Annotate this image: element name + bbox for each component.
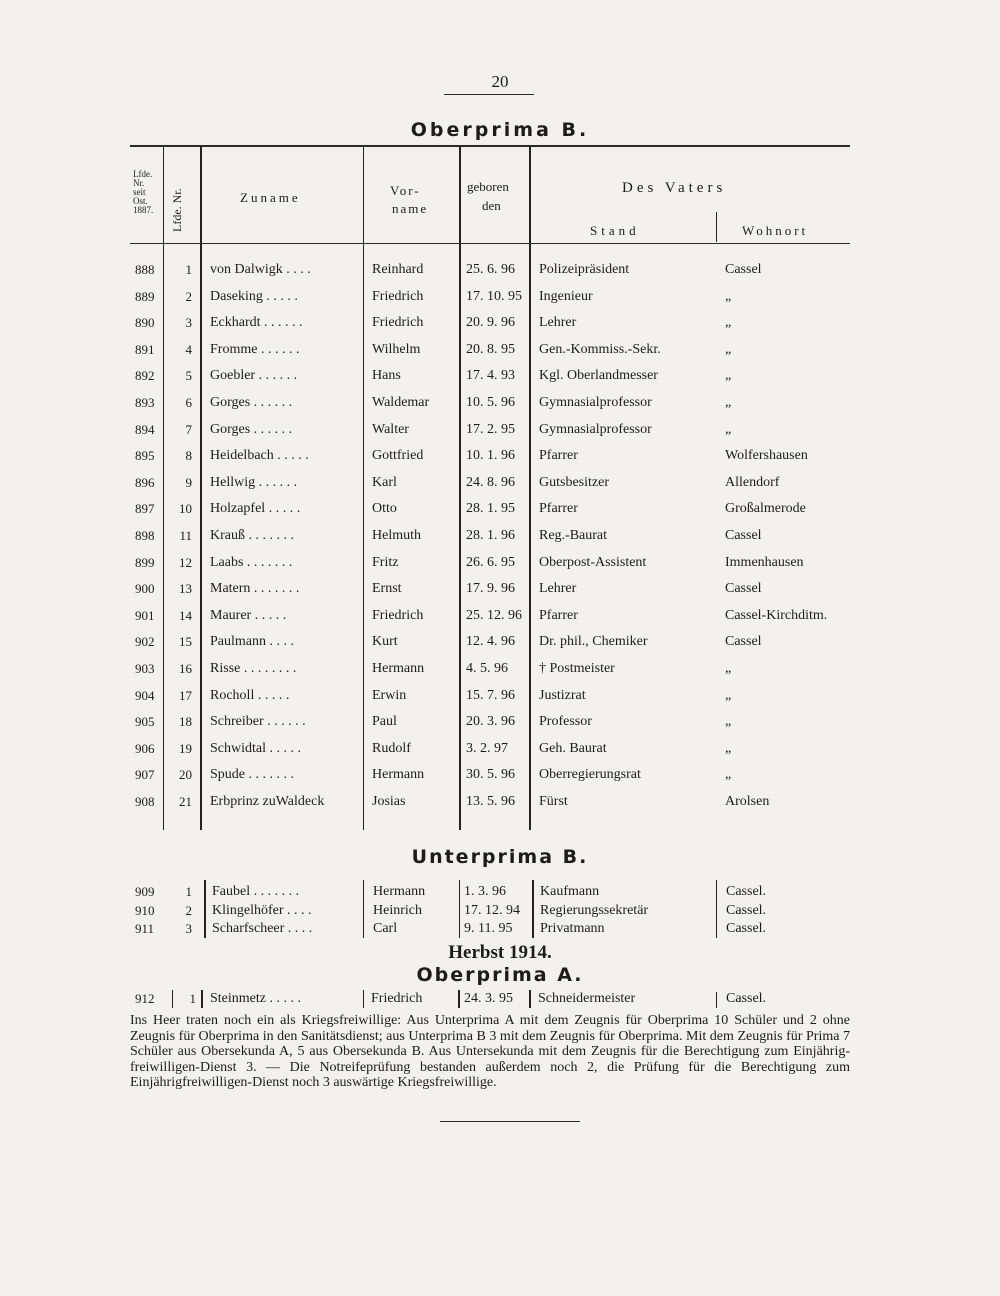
cell-geboren: 20. 8. 95 bbox=[466, 341, 515, 357]
cell-lfd: 1 bbox=[189, 991, 196, 1006]
bottom-rule bbox=[440, 1121, 580, 1122]
cell-zuname: Gorges . . . . . . bbox=[210, 421, 293, 437]
cell-geboren: 3. 2. 97 bbox=[466, 740, 508, 756]
cell-stand: Pfarrer bbox=[539, 607, 578, 623]
cell-zuname: Gorges . . . . . . bbox=[210, 395, 293, 410]
cell-stand: † Postmeister bbox=[539, 661, 615, 676]
cell-geboren: 15. 7. 96 bbox=[466, 687, 515, 703]
header-stand: Stand bbox=[590, 223, 640, 238]
cell-vorname: Kurt bbox=[372, 634, 398, 650]
cell-zuname: Laabs . . . . . . . bbox=[210, 554, 293, 570]
cell-lfd: 13 bbox=[179, 581, 192, 597]
cell-vorname: Hermann bbox=[372, 661, 425, 676]
cell-vorname: Friedrich bbox=[372, 607, 424, 623]
header-des-vaters: Des Vaters bbox=[622, 180, 727, 196]
cell-vorname: Hermann bbox=[373, 884, 426, 899]
cell-wohnort: Cassel bbox=[725, 581, 762, 597]
cell-zuname: Krauß . . . . . . . bbox=[210, 528, 294, 543]
cell-wohnort: Cassel. bbox=[726, 991, 767, 1006]
header-lfde-nr: Lfde. Nr. bbox=[170, 188, 184, 232]
cell-geboren: 17. 4. 93 bbox=[466, 368, 515, 384]
cell-geboren: 26. 6. 95 bbox=[466, 554, 515, 570]
cell-vorname: Fritz bbox=[372, 554, 399, 570]
cell-zuname: Rocholl . . . . . bbox=[210, 687, 290, 703]
cell-wohnort: „ bbox=[725, 740, 732, 756]
note-paragraph: Ins Heer traten noch ein als Kriegsfreiwillige: Aus Unterprima A mit dem Zeugnis für Oberprima 10 Schüler und 2 ohne Zeugnis für Oberprima in den Sanitätsdienst; aus Unterprima B 3 mit dem Zeugnis für Oberprima. Mit dem Zeugnis für Prima 7 Schüler aus Obersekunda A, 5 aus Obersekunda B. Aus Untersekunda mit dem Zeugnis für die Berechtigung zum Einjährig-freiwilligen-Dienst 3. — Die Notreifeprüfung bestanden außerdem noch 2, die Prüfung für die Berechtigung zum Einjährigfreiwilligen-Dienst noch 3 auswärtige Kriegsfreiwillige. bbox=[130, 1013, 850, 1090]
cell-lfd: 14 bbox=[179, 607, 192, 623]
cell-vorname: Walter bbox=[372, 421, 409, 437]
cell-zuname: Eckhardt . . . . . . bbox=[210, 315, 303, 331]
cell-stand: Kgl. Oberlandmesser bbox=[539, 368, 658, 384]
cell-zuname: Spude . . . . . . . bbox=[210, 767, 294, 783]
cell-lfd: 2 bbox=[185, 902, 192, 918]
oa-divider-6 bbox=[716, 992, 717, 1008]
ub-divider-1 bbox=[204, 880, 206, 938]
cell-wohnort: Cassel bbox=[725, 634, 762, 650]
col-divider-4 bbox=[459, 147, 461, 830]
cell-lfd: 6 bbox=[185, 395, 192, 410]
cell-stand: Regierungssekretär bbox=[540, 902, 649, 918]
cell-wohnort: Großalmerode bbox=[725, 501, 806, 517]
cell-lfd: 16 bbox=[179, 661, 192, 676]
cell-geboren: 28. 1. 95 bbox=[466, 501, 515, 517]
cell-stand: Ingenieur bbox=[539, 288, 593, 304]
cell-nr: 911 bbox=[135, 921, 155, 936]
cell-geboren: 28. 1. 96 bbox=[466, 528, 515, 543]
cell-stand: Gen.-Kommiss.-Sekr. bbox=[539, 341, 661, 357]
header-lfde-seit: Lfde. Nr. seit Ost. 1887. bbox=[133, 169, 154, 215]
cell-stand: Gymnasialprofessor bbox=[539, 395, 652, 410]
header-den: den bbox=[482, 198, 501, 213]
cell-nr: 897 bbox=[135, 501, 155, 517]
cell-nr: 905 bbox=[135, 714, 155, 730]
cell-zuname: Schwidtal . . . . . bbox=[210, 740, 301, 756]
header-vorname-2: name bbox=[392, 201, 429, 216]
cell-wohnort: „ bbox=[725, 368, 732, 384]
cell-vorname: Erwin bbox=[372, 687, 407, 703]
oa-divider-5 bbox=[529, 990, 531, 1008]
cell-zuname: Matern . . . . . . . bbox=[210, 581, 300, 597]
cell-nr: 900 bbox=[135, 581, 155, 597]
cell-nr: 907 bbox=[135, 767, 155, 783]
header-vorname-1: Vor- bbox=[390, 183, 421, 198]
cell-nr: 902 bbox=[135, 634, 155, 650]
cell-geboren: 10. 5. 96 bbox=[466, 395, 515, 410]
section-title-oberprima-a: Oberprima A. bbox=[416, 964, 584, 986]
cell-stand: Pfarrer bbox=[539, 501, 578, 517]
herbst-heading: Herbst 1914. bbox=[448, 942, 552, 963]
cell-stand: Lehrer bbox=[539, 315, 577, 331]
cell-geboren: 25. 12. 96 bbox=[466, 607, 522, 623]
cell-wohnort: „ bbox=[725, 661, 732, 676]
oa-divider-4 bbox=[458, 990, 460, 1008]
cell-vorname: Reinhard bbox=[372, 262, 424, 277]
cell-geboren: 24. 8. 96 bbox=[466, 474, 515, 490]
cell-vorname: Paul bbox=[372, 714, 397, 730]
table-top-rule bbox=[130, 145, 850, 147]
cell-wohnort: „ bbox=[725, 767, 732, 783]
col-divider-1 bbox=[163, 147, 164, 830]
cell-zuname: Faubel . . . . . . . bbox=[212, 884, 300, 899]
cell-zuname: Klingelhöfer . . . . bbox=[212, 902, 312, 918]
cell-vorname: Otto bbox=[372, 501, 397, 517]
cell-zuname: von Dalwigk . . . . bbox=[210, 262, 311, 277]
cell-lfd: 18 bbox=[179, 714, 192, 730]
cell-stand: Justizrat bbox=[539, 687, 586, 703]
cell-stand: Gymnasialprofessor bbox=[539, 421, 652, 437]
cell-lfd: 19 bbox=[179, 740, 192, 756]
cell-nr: 903 bbox=[135, 661, 155, 676]
cell-lfd: 20 bbox=[179, 767, 192, 783]
cell-geboren: 20. 3. 96 bbox=[466, 714, 515, 730]
cell-nr: 910 bbox=[135, 902, 155, 918]
header-bottom-rule bbox=[130, 243, 850, 244]
cell-vorname: Carl bbox=[373, 921, 398, 936]
cell-lfd: 1 bbox=[185, 884, 192, 899]
cell-zuname: Steinmetz . . . . . bbox=[210, 991, 301, 1006]
cell-vorname: Karl bbox=[372, 474, 397, 490]
cell-vorname: Friedrich bbox=[372, 288, 424, 304]
cell-nr: 894 bbox=[135, 421, 155, 437]
cell-nr: 888 bbox=[135, 262, 155, 277]
cell-wohnort: Wolfershausen bbox=[725, 448, 808, 464]
cell-stand: Privatmann bbox=[540, 921, 605, 936]
cell-lfd: 11 bbox=[179, 528, 192, 543]
cell-stand: Geh. Baurat bbox=[539, 740, 607, 756]
col-divider-3 bbox=[363, 147, 364, 830]
cell-nr: 912 bbox=[135, 991, 155, 1006]
cell-wohnort: „ bbox=[725, 288, 732, 304]
cell-wohnort: Cassel. bbox=[726, 902, 767, 918]
cell-zuname: Holzapfel . . . . . bbox=[210, 501, 301, 517]
cell-wohnort: Cassel. bbox=[726, 884, 767, 899]
cell-lfd: 12 bbox=[179, 554, 192, 570]
cell-zuname: Fromme . . . . . . bbox=[210, 341, 300, 357]
cell-lfd: 1 bbox=[185, 262, 192, 277]
cell-lfd: 4 bbox=[185, 341, 192, 357]
cell-zuname: Paulmann . . . . bbox=[210, 634, 294, 650]
cell-zuname: Erbprinz zuWaldeck bbox=[210, 794, 325, 809]
cell-stand: Professor bbox=[539, 714, 592, 730]
cell-stand: Lehrer bbox=[539, 581, 577, 597]
cell-zuname: Hellwig . . . . . . bbox=[210, 474, 298, 490]
cell-lfd: 15 bbox=[179, 634, 192, 650]
cell-geboren: 12. 4. 96 bbox=[466, 634, 515, 650]
cell-stand: Gutsbesitzer bbox=[539, 474, 609, 490]
cell-nr: 904 bbox=[135, 687, 155, 703]
cell-nr: 895 bbox=[135, 448, 155, 464]
col-divider-header-wohnort bbox=[716, 212, 717, 242]
cell-stand: Dr. phil., Chemiker bbox=[539, 634, 648, 650]
cell-nr: 891 bbox=[135, 341, 155, 357]
cell-geboren: 17. 10. 95 bbox=[466, 288, 522, 304]
cell-vorname: Wilhelm bbox=[372, 341, 421, 357]
cell-lfd: 17 bbox=[179, 687, 192, 703]
col-divider-5 bbox=[529, 147, 531, 830]
cell-wohnort: „ bbox=[725, 714, 732, 730]
cell-geboren: 10. 1. 96 bbox=[466, 448, 515, 464]
cell-geboren: 13. 5. 96 bbox=[466, 794, 515, 809]
cell-nr: 896 bbox=[135, 474, 155, 490]
cell-nr: 893 bbox=[135, 395, 155, 410]
header-wohnort: Wohnort bbox=[742, 223, 809, 238]
cell-vorname: Rudolf bbox=[372, 740, 411, 756]
cell-geboren: 24. 3. 95 bbox=[464, 991, 513, 1006]
cell-lfd: 9 bbox=[185, 474, 192, 490]
cell-nr: 909 bbox=[135, 884, 155, 899]
cell-nr: 901 bbox=[135, 607, 155, 623]
cell-wohnort: Cassel bbox=[725, 262, 762, 277]
cell-zuname: Risse . . . . . . . . bbox=[210, 661, 297, 676]
cell-wohnort: „ bbox=[725, 315, 732, 331]
cell-lfd: 7 bbox=[185, 421, 192, 437]
oa-divider-1 bbox=[172, 990, 173, 1008]
cell-stand: Reg.-Baurat bbox=[539, 528, 608, 543]
cell-lfd: 3 bbox=[185, 921, 192, 936]
cell-nr: 899 bbox=[135, 554, 155, 570]
cell-zuname: Goebler . . . . . . bbox=[210, 368, 298, 384]
header-geboren: geboren bbox=[467, 179, 509, 194]
cell-geboren: 17. 12. 94 bbox=[464, 902, 520, 918]
cell-zuname: Maurer . . . . . bbox=[210, 607, 287, 623]
cell-zuname: Scharfscheer . . . . bbox=[212, 921, 313, 936]
cell-vorname: Friedrich bbox=[372, 315, 424, 331]
cell-lfd: 10 bbox=[179, 501, 192, 517]
ub-divider-2 bbox=[363, 880, 364, 938]
cell-stand: Oberpost-Assistent bbox=[539, 554, 647, 570]
cell-wohnort: Cassel-Kirchditm. bbox=[725, 607, 828, 623]
cell-nr: 898 bbox=[135, 528, 155, 543]
cell-stand: Oberregierungsrat bbox=[539, 767, 641, 783]
cell-stand: Schneidermeister bbox=[538, 991, 636, 1006]
cell-wohnort: Cassel. bbox=[726, 921, 767, 936]
cell-vorname: Hans bbox=[372, 368, 401, 384]
page-number: 20 bbox=[491, 72, 509, 91]
cell-lfd: 21 bbox=[179, 794, 192, 809]
cell-wohnort: „ bbox=[725, 421, 732, 437]
cell-nr: 889 bbox=[135, 288, 155, 304]
cell-lfd: 2 bbox=[185, 288, 192, 304]
cell-stand: Polizeipräsident bbox=[539, 262, 630, 277]
cell-geboren: 30. 5. 96 bbox=[466, 767, 515, 783]
cell-vorname: Gottfried bbox=[372, 448, 424, 464]
cell-stand: Pfarrer bbox=[539, 448, 578, 464]
cell-wohnort: Allendorf bbox=[725, 474, 780, 490]
cell-geboren: 1. 3. 96 bbox=[464, 884, 506, 899]
cell-geboren: 17. 2. 95 bbox=[466, 421, 515, 437]
cell-vorname: Heinrich bbox=[373, 902, 422, 918]
cell-wohnort: „ bbox=[725, 687, 732, 703]
cell-vorname: Waldemar bbox=[372, 395, 430, 410]
cell-geboren: 17. 9. 96 bbox=[466, 581, 515, 597]
section-title-oberprima-b: Oberprima B. bbox=[410, 119, 590, 141]
cell-geboren: 25. 6. 96 bbox=[466, 262, 515, 277]
cell-geboren: 4. 5. 96 bbox=[466, 661, 508, 676]
cell-wohnort: „ bbox=[725, 341, 732, 357]
cell-nr: 908 bbox=[135, 794, 155, 809]
oa-divider-3 bbox=[363, 990, 364, 1008]
cell-vorname: Josias bbox=[372, 794, 406, 809]
cell-zuname: Daseking . . . . . bbox=[210, 288, 298, 304]
section-title-unterprima-b: Unterprima B. bbox=[411, 846, 589, 868]
cell-nr: 892 bbox=[135, 368, 155, 384]
oa-divider-2 bbox=[201, 990, 203, 1008]
cell-lfd: 8 bbox=[185, 448, 192, 464]
cell-vorname: Hermann bbox=[372, 767, 425, 783]
cell-lfd: 5 bbox=[185, 368, 192, 384]
cell-wohnort: „ bbox=[725, 395, 732, 410]
cell-wohnort: Arolsen bbox=[725, 794, 770, 809]
ub-divider-3 bbox=[459, 880, 460, 938]
cell-geboren: 9. 11. 95 bbox=[464, 921, 513, 936]
cell-nr: 890 bbox=[135, 315, 155, 331]
cell-vorname: Friedrich bbox=[371, 991, 423, 1006]
header-zuname: Zuname bbox=[240, 190, 301, 205]
cell-zuname: Schreiber . . . . . . bbox=[210, 714, 306, 730]
cell-wohnort: Immenhausen bbox=[725, 554, 804, 570]
cell-zuname: Heidelbach . . . . . bbox=[210, 448, 309, 464]
ub-divider-5 bbox=[716, 880, 717, 938]
cell-nr: 906 bbox=[135, 740, 155, 756]
ub-divider-4 bbox=[532, 880, 534, 938]
col-divider-2 bbox=[200, 147, 202, 830]
page-number-rule bbox=[444, 94, 534, 95]
cell-vorname: Helmuth bbox=[372, 528, 421, 543]
cell-lfd: 3 bbox=[185, 315, 192, 331]
cell-stand: Kaufmann bbox=[540, 884, 600, 899]
cell-wohnort: Cassel bbox=[725, 528, 762, 543]
cell-stand: Fürst bbox=[539, 794, 568, 809]
cell-vorname: Ernst bbox=[372, 581, 402, 597]
cell-geboren: 20. 9. 96 bbox=[466, 315, 515, 331]
